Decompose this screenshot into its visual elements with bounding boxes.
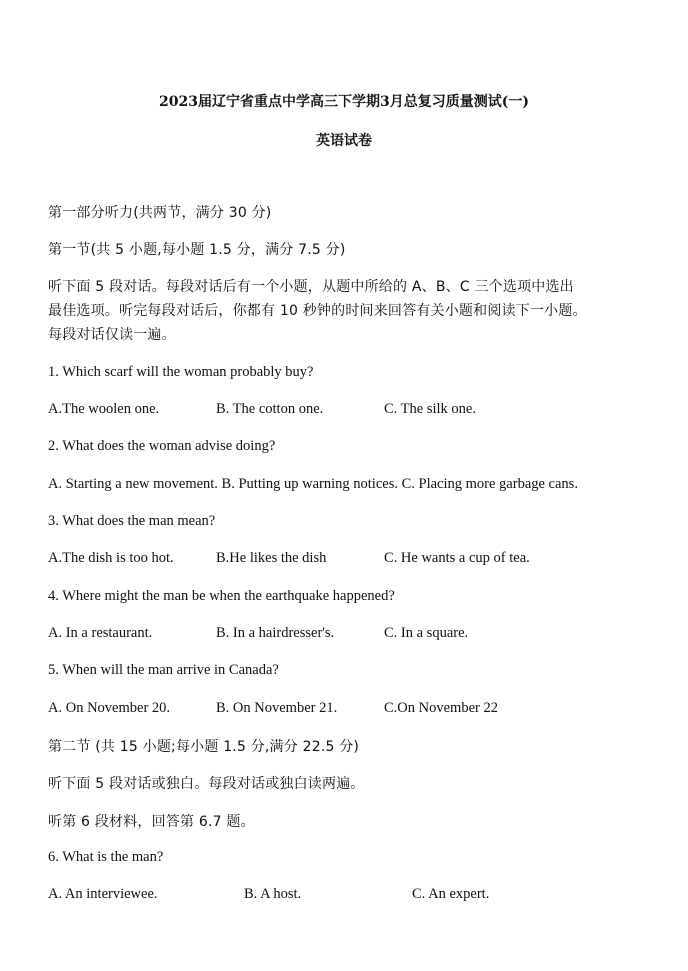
answer-option: C. He wants a cup of tea.: [384, 550, 530, 566]
answer-option: A. An interviewee.: [48, 886, 158, 902]
question-stem: 5. When will the man arrive in Canada?: [48, 662, 279, 678]
material6-instruction: 听第 6 段材料，回答第 6.7 题。: [48, 814, 255, 830]
question-stem: 3. What does the man mean?: [48, 513, 216, 529]
answer-option: B. In a hairdresser's.: [216, 625, 335, 641]
answer-option: C. An expert.: [412, 886, 490, 902]
answer-option: C. In a square.: [384, 625, 469, 641]
question-stem: 2. What does the woman advise doing?: [48, 438, 276, 454]
section1-instruction-line: 每段对话仅读一遍。: [48, 327, 176, 343]
answer-option: A. In a restaurant.: [48, 625, 153, 641]
answer-option: A.The woolen one.: [48, 401, 160, 417]
section1-heading: 第一节(共 5 小题,每小题 1.5 分，满分 7.5 分): [48, 242, 346, 258]
section2-heading: 第二节 (共 15 小题;每小题 1.5 分,满分 22.5 分): [48, 739, 360, 755]
question-stem: 4. Where might the man be when the earthquake happened?: [48, 588, 395, 604]
answer-option: A. On November 20.: [48, 700, 171, 716]
answer-option: B. A host.: [244, 886, 302, 902]
document-subtitle: 英语试卷: [316, 133, 372, 149]
answer-option: A.The dish is too hot.: [48, 550, 174, 566]
document-title: 2023届辽宁省重点中学高三下学期3月总复习质量测试(一): [159, 94, 529, 110]
answer-option: B. On November 21.: [216, 700, 338, 716]
answer-options-line: A. Starting a new movement. B. Putting up warning notices. C. Placing more garbage cans.: [48, 476, 578, 492]
question-stem: 1. Which scarf will the woman probably buy?: [48, 364, 314, 380]
section1-instruction-line: 最佳选项。听完每段对话后，你都有 10 秒钟的时间来回答有关小题和阅读下一小题。: [48, 303, 587, 319]
answer-option: B. The cotton one.: [216, 401, 324, 417]
section1-instruction-line: 听下面 5 段对话。每段对话后有一个小题，从题中所给的 A、B、C 三个选项中选出: [48, 279, 574, 295]
part1-heading: 第一部分听力(共两节，满分 30 分): [48, 205, 272, 221]
section2-instruction: 听下面 5 段对话或独白。每段对话或独白读两遍。: [48, 776, 365, 792]
answer-option: C. The silk one.: [384, 401, 476, 417]
answer-option: B.He likes the dish: [216, 550, 327, 566]
answer-option: C.On November 22: [384, 700, 498, 716]
question-stem: 6. What is the man?: [48, 849, 164, 865]
